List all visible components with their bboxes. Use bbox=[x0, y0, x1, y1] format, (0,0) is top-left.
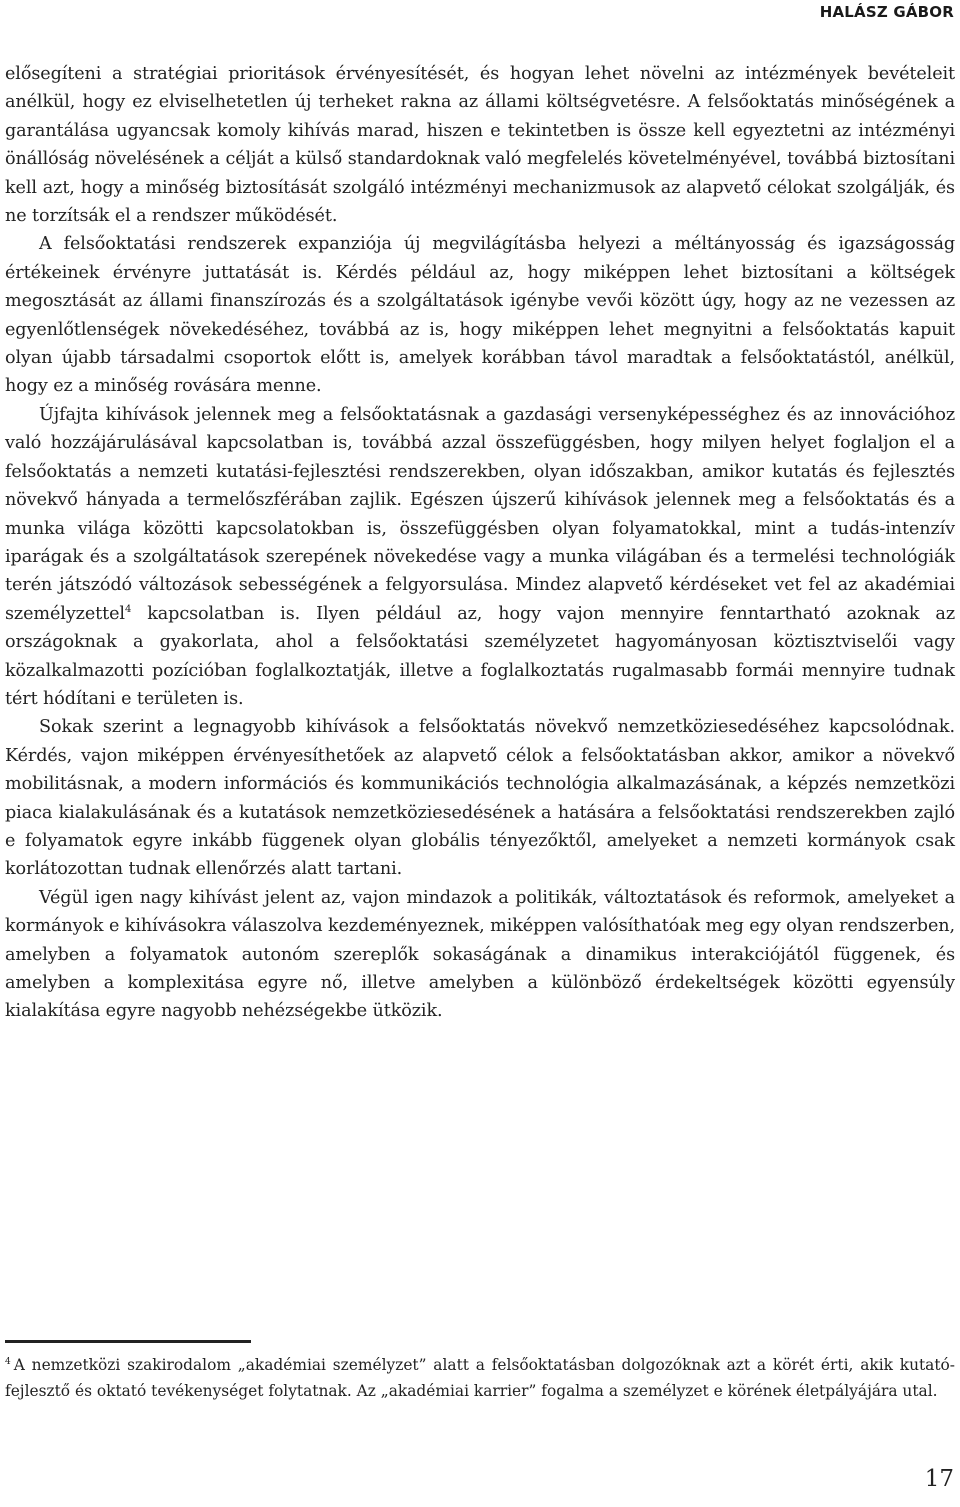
paragraph-4: Sokak szerint a legnagyobb kihívások a felsőoktatás növekvő nemzetköziesedéséhez kapcsolódnak. Kérdés, vajon miképpen érvényesíthetőek az alapvető célok a felsőoktatásban akkor, amikor a növekvő mobilitásnak, a modern információs és kommunikációs technológia alkalmazásának, a képzés nemzetközi piaca kialakulásának és a kutatások nemzetköziesedésének a hatására a felsőoktatási rendszerekben zajló e folyamatok egyre inkább függenek olyan globális tényezőktől, amelyeket a nemzeti kormányok csak korlátozottan tudnak ellenőrzés alatt tartani. bbox=[5, 717, 955, 880]
paragraph-3-text-b: kapcsolatban is. Ilyen például az, hogy vajon mennyire fenntartható azoknak az országoknak a gyakorlata, ahol a felsőoktatási személyzetet hagyományosan köztisztviselői vagy közalkalmazotti pozícióban foglalkoztatják, illetve a foglalkoztatás rugalmasabb formái mennyire tudnak tért hódítani e területen is. bbox=[5, 603, 955, 709]
running-head-author: HALÁSZ GÁBOR bbox=[819, 3, 954, 21]
footnote bbox=[5, 1352, 955, 1404]
paragraph-1: elősegíteni a stratégiai prioritások érvényesítését, és hogyan lehet növelni az intézmények bevételeit anélkül, hogy ez elviselhetetlen új terheket rakna az állami költségvetésre. A felsőoktatás minőségének a garantálása ugyancsak komoly kihívás marad, hiszen e tekintetben is össze kell egyeztetni az intézményi önállóság növelésének a célját a külső standardoknak való megfelelés követelményével, továbbá biztosítani kell azt, hogy a minőség biztosítását szolgáló intézményi mechanizmusok az alapvető célokat szolgálják, és ne torzítsák el a rendszer működését. bbox=[5, 64, 955, 227]
footnote-separator bbox=[5, 1340, 251, 1343]
footnote-reference[interactable]: 4 bbox=[124, 603, 132, 615]
footnote-mark: 4 bbox=[5, 1357, 11, 1367]
paragraph-2: A felsőoktatási rendszerek expanziója új megvilágításba helyezi a méltányosság és igazságosság értékeinek érvényre juttatását is. Kérdés például az, hogy miképpen lehet biztosítani a költségek megosztását az állami finanszírozás és a szolgáltatások igénybe vevői között úgy, hogy az ne vezessen az egyenlőtlenségek növekedéséhez, továbbá az is, hogy miképpen lehet megnyitni a felsőoktatás kapuit olyan újabb társadalmi csoportok előtt is, amelyek korábban távol maradtak a felsőoktatástól, anélkül, hogy ez a minőség rovására menne. bbox=[5, 234, 955, 397]
main-text bbox=[5, 60, 955, 1026]
paragraph-5: Végül igen nagy kihívást jelent az, vajon mindazok a politikák, változtatások és reformok, amelyeket a kormányok e kihívásokra válaszolva kezdeményeznek, miképpen valósíthatóak meg egy olyan rendszerben, amelyben a folyamatok autonóm szereplők sokaságának a dinamikus interakciójától függenek, és amelyben a komplexitása egyre nő, illetve amelyben a különböző érdekeltségek közötti egyensúly kialakítása egyre nagyobb nehézségekbe ütközik. bbox=[5, 887, 955, 1022]
footnote-text: A nemzetközi szakirodalom „akadémiai személyzet” alatt a felsőoktatásban dolgozóknak azt a körét érti, akik kutató-fejlesztő és oktató tevékenységet folytatnak. Az „akadémiai karrier” fogalma a személyzet e körének életpályájára utal. bbox=[5, 1356, 955, 1400]
paragraph-3 bbox=[5, 401, 955, 713]
page-number: 17 bbox=[924, 1466, 954, 1492]
paragraph-3-text-a: Újfajta kihívások jelennek meg a felsőoktatásnak a gazdasági versenyképességhez és az innovációhoz való hozzájárulásával kapcsolatban is, továbbá azzal összefüggésben, hogy milyen helyet foglaljon el a felsőoktatás a nemzeti kutatási-fejlesztési rendszerekben, olyan időszakban, amikor kutatás és fejlesztés növekvő hányada a termelőszférában zajlik. Egészen újszerű kihívások jelennek meg a felsőoktatás és a munka világa közötti kapcsolatokban is, összefüggésben olyan folyamatokkal, mint a tudás-intenzív iparágak és a szolgáltatások szerepének növekedése vagy a munka világában és a termelési technológiák terén játszódó változások sebességének a felgyorsulása. Mindez alapvető kérdéseket vet fel az akadémiai személyzettel bbox=[5, 404, 955, 624]
